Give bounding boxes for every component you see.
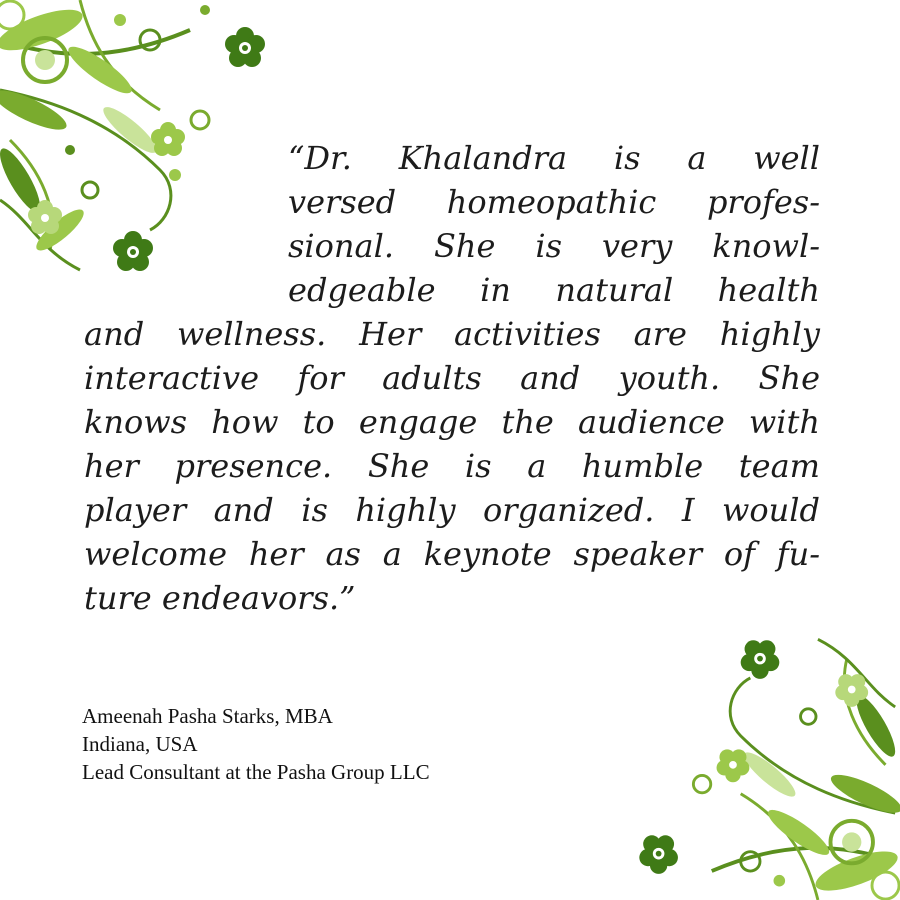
quote-line: and wellness. Her activities are highly: [84, 315, 820, 353]
attribution-title: Lead Consultant at the Pasha Group LLC: [82, 760, 430, 784]
floral-ornament-bottom-right: [620, 620, 900, 900]
quote-line: knows how to engage the audience with: [84, 403, 820, 441]
quote-line: ture endeavors.”: [84, 579, 356, 617]
attribution: [82, 702, 430, 786]
flower-icon: [717, 749, 750, 782]
quote-line: “Dr. Khalandra is a well: [288, 139, 820, 177]
quote-line: player and is highly organized. I would: [84, 491, 820, 529]
flower-icon: [639, 835, 678, 874]
quote-line: interactive for adults and youth. She: [84, 359, 820, 397]
quote-line: welcome her as a keynote speaker of fu-: [84, 535, 820, 573]
attribution-location: Indiana, USA: [82, 732, 198, 756]
quote-line: edgeable in natural health: [288, 271, 820, 309]
flower-icon: [741, 640, 780, 679]
quote-line: sional. She is very knowl-: [288, 227, 820, 265]
quote-line: her presence. She is a humble team: [84, 447, 820, 485]
attribution-name: Ameenah Pasha Starks, MBA: [82, 704, 333, 728]
quote-line: versed homeopathic profes-: [288, 183, 820, 221]
